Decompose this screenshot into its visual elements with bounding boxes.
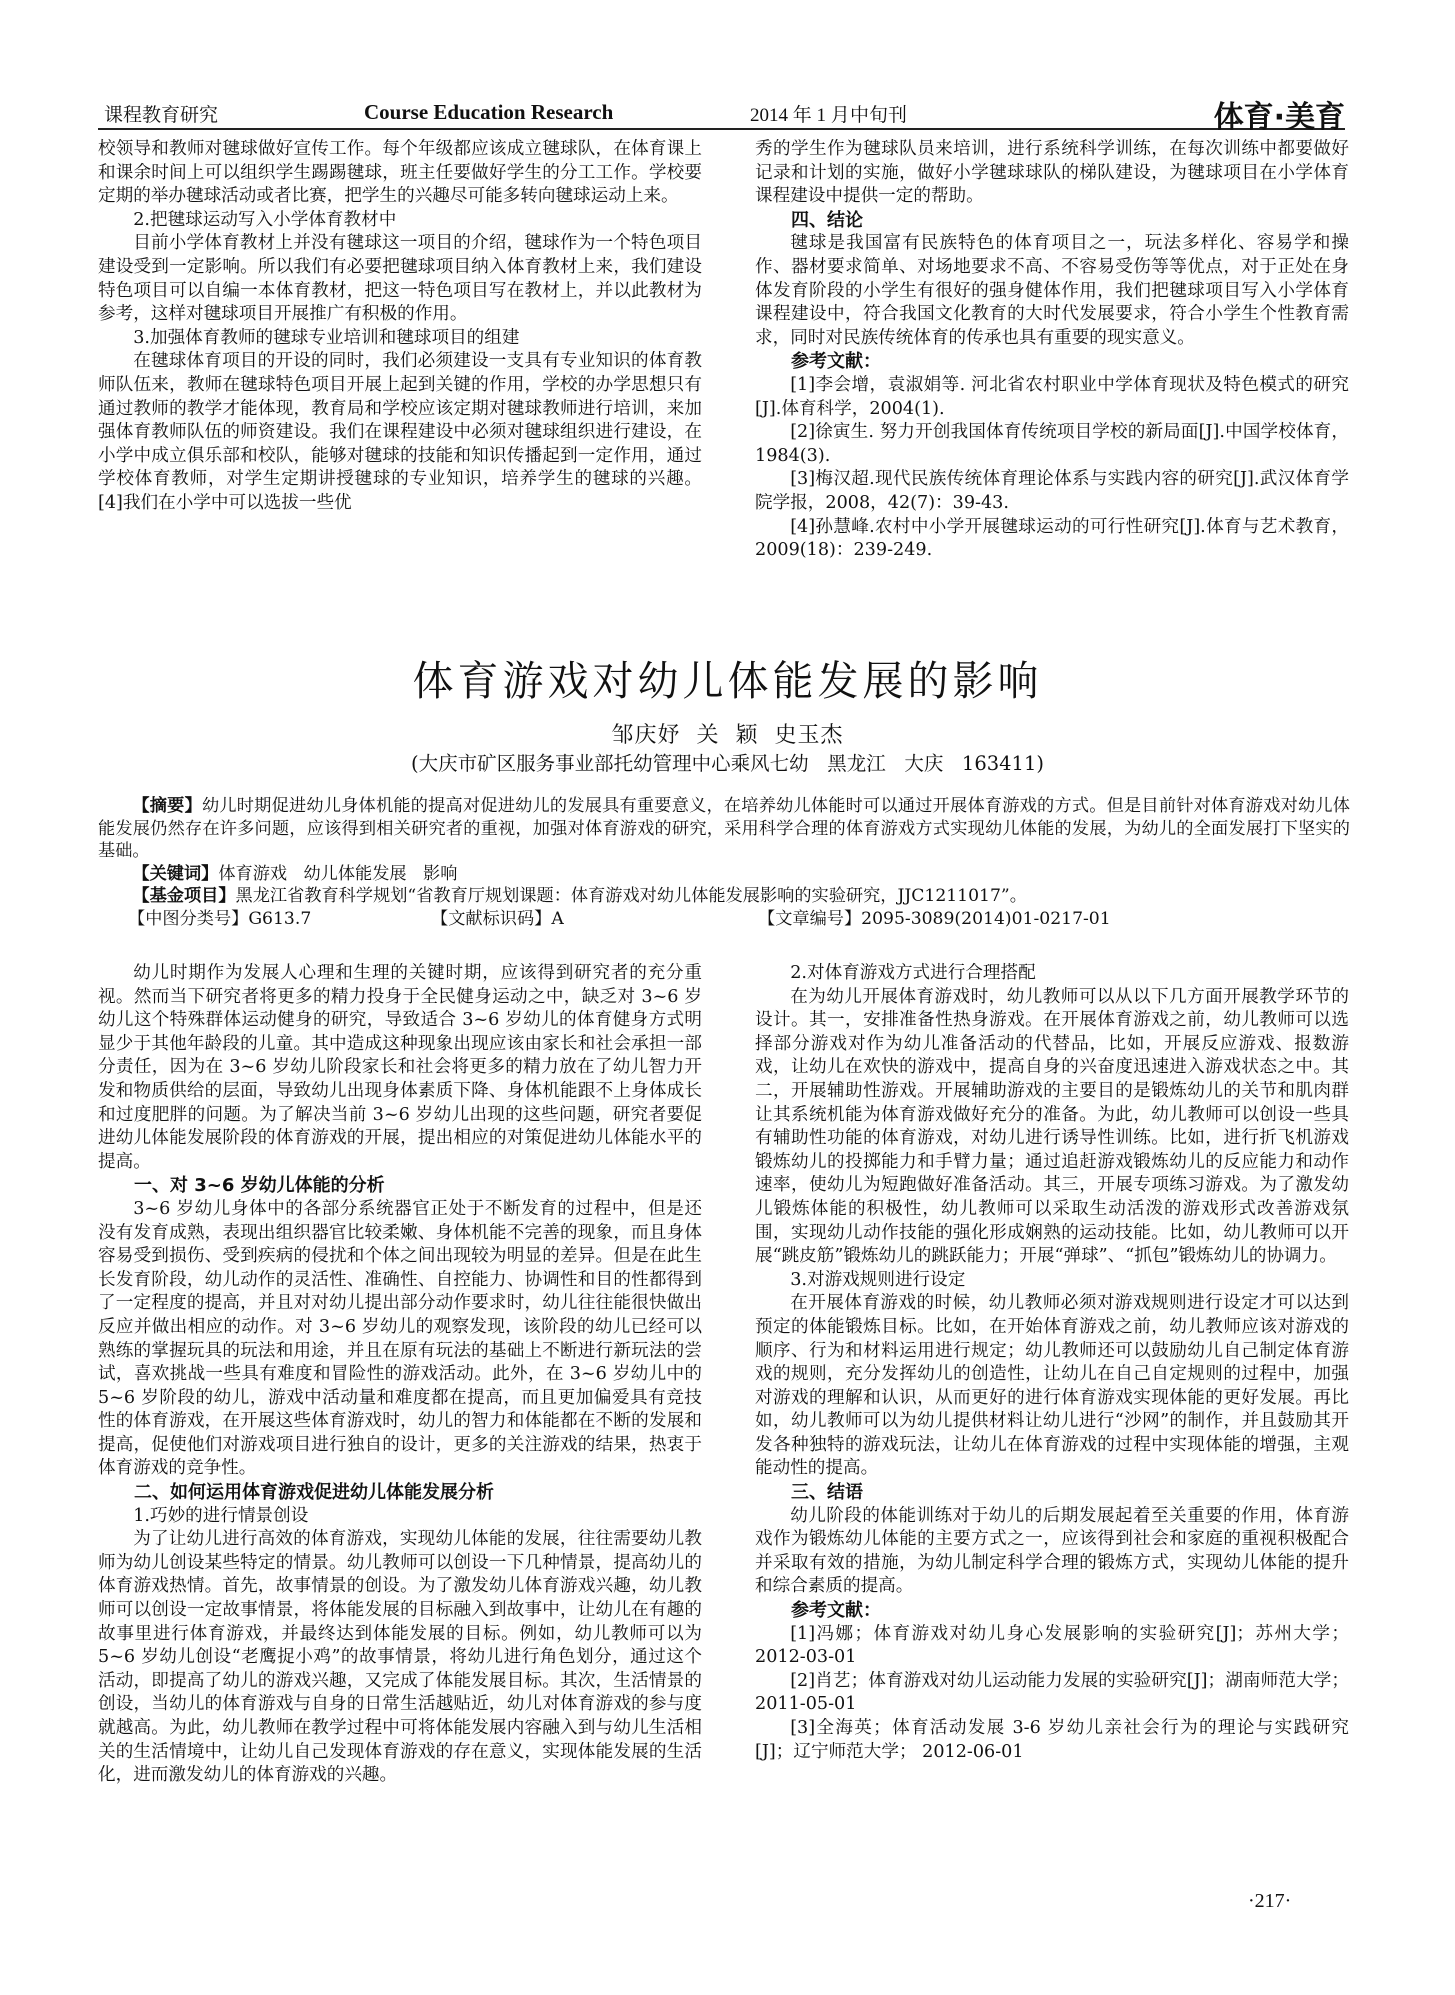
journal-name-en: Course Education Research: [364, 100, 614, 124]
article-right-column: [755, 962, 1349, 1764]
paragraph: 3~6 岁幼儿身体中的各部分系统器官正处于不断发育的过程中，但是还没有发育成熟，表现出组织器官比较柔嫩、身体机能不完善的现象，而且身体容易受到损伤、受到疾病的侵扰和个体之间出现较为明显的差异。但是在此生长发育阶段，幼儿动作的灵活性、准确性、自控能力、协调性和目的性都得到了一定程度的提高，并且对对幼儿提出部分动作要求时，幼儿往往能很快做出反应并做出相应的动作。对 3~6 岁幼儿的观察发现，该阶段的幼儿已经可以熟练的掌握玩具的玩法和用途，并且在原有玩法的基础上不断进行新玩法的尝试，喜欢挑战一些具有难度和冒险性的游戏活动。此外，在 3~6 岁幼儿中的 5~6 岁阶段的幼儿，游戏中活动量和难度都在提高，而且更加偏爱具有竞技性的体育游戏，在开展这些体育游戏时，幼儿的智力和体能都在不断的发展和提高，促使他们对游戏项目进行独自的设计，更多的关注游戏的结果，热衷于体育游戏的竞争性。: [98, 1198, 702, 1479]
prev-article-right-column: [755, 138, 1349, 563]
subheading: 2.对体育游戏方式进行合理搭配: [790, 963, 1036, 983]
reference-item: [4]孙慧峰.农村中小学开展毽球运动的可行性研究[J].体育与艺术教育，2009(18)：239-249.: [755, 516, 1349, 561]
paragraph: 幼儿阶段的体能训练对于幼儿的后期发展起着至关重要的作用，体育游戏作为锻炼幼儿体能的主要方式之一，应该得到社会和家庭的重视积极配合并采取有效的措施，为幼儿制定科学合理的锻炼方式，实现幼儿体能的提升和综合素质的提高。: [755, 1505, 1349, 1597]
abstract-text: 幼儿时期促进幼儿身体机能的提高对促进幼儿的发展具有重要意义，在培养幼儿体能时可以通过开展体育游戏的方式。但是目前针对体育游戏对幼儿体能发展仍然存在许多问题，应该得到相关研究者的重视，加强对体育游戏的研究，采用科学合理的体育游戏方式实现幼儿体能的发展，为幼儿的全面发展打下坚实的基础。: [98, 796, 1350, 861]
doc-code-label: 【文献标识码】: [431, 908, 552, 929]
running-header: [98, 98, 1345, 135]
subheading: 3.对游戏规则进行设定: [790, 1269, 966, 1290]
paragraph: 在毽球体育项目的开设的同时，我们必须建设一支具有专业知识的体育教师队伍来，教师在毽球特色项目开展上起到关键的作用，学校的办学思想只有通过教师的教学才能体现，教育局和学校应该定期对毽球教师进行培训，来加强体育教师队伍的师资建设。我们在课程建设中必须对毽球组织进行建设，在小学中成立俱乐部和校队，能够对毽球的技能和知识传播起到一定作用，通过学校体育教师，对学生定期讲授毽球的专业知识，培养学生的毽球的兴趣。[4]我们在小学中可以选拔一些优: [98, 351, 702, 513]
abstract: [98, 795, 1350, 863]
fund-text: 黑龙江省教育科学规划“省教育厅规划课题：体育游戏对幼儿体能发展影响的实验研究，JJC1211017”。: [235, 886, 1027, 906]
section-heading: 三、结语: [791, 1482, 863, 1504]
paragraph: 幼儿时期作为发展人心理和生理的关键时期，应该得到研究者的充分重视。然而当下研究者将更多的精力投身于全民健身运动之中，缺乏对 3~6 岁幼儿这个特殊群体运动健身的研究，导致适合 3~6 岁幼儿的体育健身方式明显少于其他年龄段的儿童。其中造成这种现象出现应该由家长和社会承担一部分责任，因为在 3~6 岁幼儿阶段家长和社会将更多的精力放在了幼儿智力开发和物质供给的层面，导致幼儿出现身体素质下降、身体机能跟不上身体成长和过度肥胖的问题。为了解决当前 3~6 岁幼儿出现的这些问题，研究者要促进幼儿体能发展阶段的体育游戏的开展，提出相应的对策促进幼儿体能水平的提高。: [98, 963, 702, 1172]
article-authors: 邹庆妤 关 颖 史玉杰: [611, 723, 844, 748]
reference-item: [1]李会增，袁淑娟等. 河北省农村职业中学体育现状及特色模式的研究[J].体育科学，2004(1).: [755, 374, 1349, 419]
reference-item: [2]徐寅生. 努力开创我国体育传统项目学校的新局面[J].中国学校体育，1984(3).: [755, 422, 1349, 466]
abstract-block: [98, 795, 1350, 931]
fund-project: [98, 885, 1350, 908]
issue-type: 中旬刊: [850, 104, 908, 126]
subheading: 3.加强体育教师的毽球专业培训和毽球项目的组建: [133, 327, 520, 348]
section-heading: 四、结论: [791, 209, 863, 231]
reference-item: [3]梅汉超.现代民族传统体育理论体系与实践内容的研究[J].武汉体育学院学报，2008，42(7)：39-43.: [755, 469, 1349, 513]
keywords: [98, 863, 1350, 886]
paragraph: 为了让幼儿进行高效的体育游戏，实现幼儿体能的发展，往往需要幼儿教师为幼儿创设某些特定的情景。幼儿教师可以创设一下几种情景，提高幼儿的体育游戏热情。首先，故事情景的创设。为了激发幼儿体育游戏兴趣，幼儿教师可以创设一定故事情景，将体能发展的目标融入到故事中，让幼儿在有趣的故事里进行体育游戏，并最终达到体能发展的目标。例如，幼儿教师可以为 5~6 岁幼儿创设“老鹰捉小鸡”的故事情景，将幼儿进行角色划分，通过这个活动，即提高了幼儿的游戏兴趣，又完成了体能发展目标。其次，生活情景的创设，当幼儿的体育游戏与自身的日常生活越贴近，幼儿对体育游戏的参与度就越高。为此，幼儿教师在教学过程中可将体能发展内容融入到与幼儿生活相关的生活情境中，让幼儿自己发现体育游戏的存在意义，实现体能发展的生活化，进而激发幼儿的体育游戏的兴趣。: [98, 1529, 702, 1786]
journal-name-cn: 课程教育研究: [104, 104, 219, 126]
clc-value: G613.7: [248, 908, 312, 929]
section-heading: 参考文献：: [791, 1600, 881, 1622]
paragraph: 目前小学体育教材上并没有毽球这一项目的介绍，毽球作为一个特色项目建设受到一定影响。所以我们有必要把毽球项目纳入体育教材上来，我们建设特色项目可以自编一本体育教材，把这一特色项目写在教材上，并以此教材为参考，这样对毽球项目开展推广有积极的作用。: [98, 233, 702, 325]
subheading: 1.巧妙的进行情景创设: [133, 1505, 309, 1526]
article-no-field: [758, 908, 1111, 931]
keywords-text: 体育游戏 幼儿体能发展 影响: [218, 863, 458, 884]
section-title: 体育·美育: [1213, 100, 1345, 135]
paragraph: 在为幼儿开展体育游戏时，幼儿教师可以从以下几方面开展教学环节的设计。其一，安排准备性热身游戏。在开展体育游戏之前，幼儿教师可以选择部分游戏对作为幼儿准备活动的代替品，比如，开展反应游戏、报数游戏，让幼儿在欢快的游戏中，提高自身的兴奋度迅速进入游戏状态之中。其二，开展辅助性游戏。开展辅助游戏的主要目的是锻炼幼儿的关节和肌肉群让其系统机能为体育游戏做好充分的准备。为此，幼儿教师可以创设一些具有辅助性功能的体育游戏，对幼儿进行诱导性训练。比如，进行折飞机游戏锻炼幼儿的投掷能力和手臂力量；通过追赶游戏锻炼幼儿的反应能力和动作速率，使幼儿为短跑做好准备活动。其三，开展专项练习游戏。为了激发幼儿锻炼体能的积极性，幼儿教师可以采取生动活泼的游戏形式改善游戏氛围，实现幼儿动作技能的强化形成娴熟的运动技能。比如，幼儿教师可以开展“跳皮筋”锻炼幼儿的跳跃能力；开展“弹球”、“抓包”锻炼幼儿的协调力。: [755, 986, 1349, 1267]
subheading: 2.把毽球运动写入小学体育教材中: [133, 209, 397, 230]
issue-date: 2014 年 1 月: [750, 105, 850, 126]
abstract-label: 【摘要】: [132, 796, 202, 816]
article-no-value: 2095-3089(2014)01-0217-01: [861, 908, 1111, 929]
paragraph: 秀的学生作为毽球队员来培训，进行系统科学训练，在每次训练中都要做好记录和计划的实施，做好小学毽球球队的梯队建设，为毽球项目在小学体育课程建设中提供一定的帮助。: [755, 139, 1349, 207]
paragraph: 毽球是我国富有民族特色的体育项目之一，玩法多样化、容易学和操作、器材要求简单、对场地要求不高、不容易受伤等等优点，对于正处在身体发育阶段的小学生有很好的强身健体作用，我们把毽球项目写入小学体育课程建设中，符合我国文化教育的大时代发展要求，符合小学生个性教育需求，同时对民族传统体育的传承也具有重要的现实意义。: [755, 233, 1349, 348]
doc-code-field: [431, 908, 564, 931]
reference-item: [3]全海英；体育活动发展 3-6 岁幼儿亲社会行为的理论与实践研究[J]；辽宁师范大学； 2012-06-01: [755, 1718, 1349, 1762]
fund-label: 【基金项目】: [132, 886, 236, 906]
reference-item: [2]肖艺；体育游戏对幼儿运动能力发展的实验研究[J]；湖南师范大学；2011-05-01: [755, 1670, 1349, 1715]
article-title: 体育游戏对幼儿体能发展的影响: [412, 657, 1043, 705]
reference-item: [1]冯娜；体育游戏对幼儿身心发展影响的实验研究[J]；苏州大学；2012-03-01: [755, 1623, 1349, 1668]
paragraph: 在开展体育游戏的时候，幼儿教师必须对游戏规则进行设定才可以达到预定的体能锻炼目标。比如，在开始体育游戏之前，幼儿教师应该对游戏的顺序、行为和材料运用进行规定；幼儿教师还可以鼓励幼儿自己制定体育游戏的规则，充分发挥幼儿的创造性，让幼儿在自己自定规则的过程中，加强对游戏的理解和认识，从而更好的进行体育游戏实现体能的更好发展。再比如，幼儿教师可以为幼儿提供材料让幼儿进行“沙网”的制作，并且鼓励其开发各种独特的游戏玩法，让幼儿在体育游戏的过程中实现体能的增强，主观能动性的提高。: [755, 1293, 1349, 1479]
classification-row: [98, 908, 1350, 931]
keywords-label: 【关键词】: [132, 863, 219, 884]
paragraph: 校领导和教师对毽球做好宣传工作。每个年级都应该成立毽球队，在体育课上和课余时间上可以组织学生踢踢毽球，班主任要做好学生的分工工作。学校要定期的举办毽球活动或者比赛，把学生的兴趣尽可能多转向毽球运动上来。: [98, 139, 702, 207]
clc-label: 【中图分类号】: [128, 908, 249, 929]
page-number: ·217·: [1248, 1890, 1292, 1912]
article-affiliation: (大庆市矿区服务事业部托幼管理中心乘风七幼 黑龙江 大庆 163411): [411, 752, 1044, 775]
section-heading: 一、对 3~6 岁幼儿体能的分析: [134, 1175, 385, 1197]
clc-field: [128, 908, 311, 931]
prev-article-left-column: [98, 138, 702, 516]
section-heading: 二、如何运用体育游戏促进幼儿体能发展分析: [134, 1482, 494, 1504]
section-heading: 参考文献：: [791, 351, 881, 373]
article-no-label: 【文章编号】: [758, 908, 862, 929]
article-left-column: [98, 962, 702, 1788]
doc-code-value: A: [551, 908, 564, 929]
